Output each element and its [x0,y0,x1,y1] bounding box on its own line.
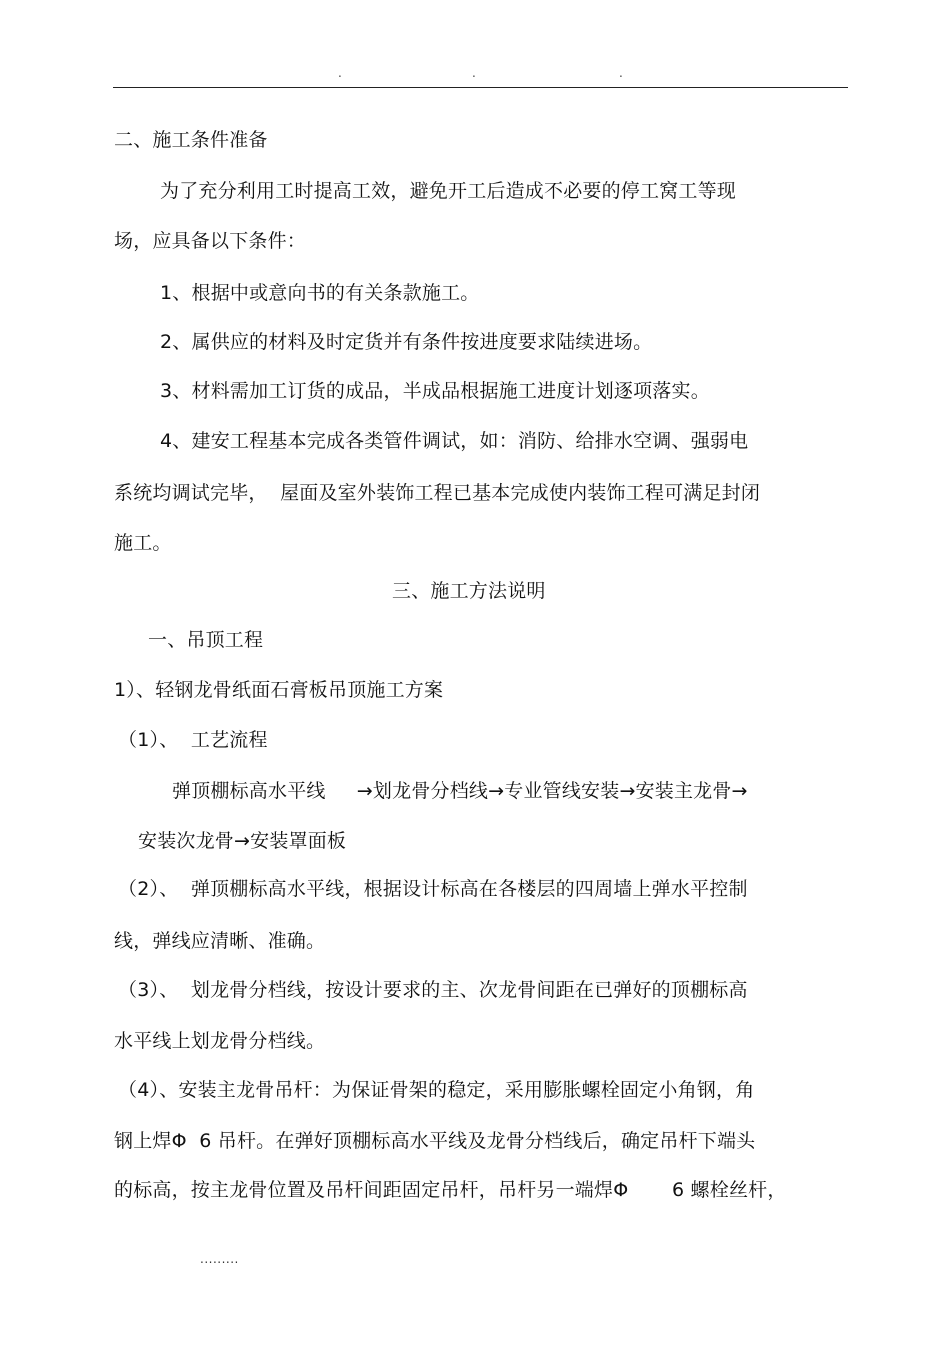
paragraph-line: 线，弹线应清晰、准确。 [114,930,326,952]
section-heading: 三、施工方法说明 [392,580,546,602]
paragraph-line: 为了充分利用工时提高工效，避免开工后造成不必要的停工窝工等现 [160,180,737,202]
header-dot: . [472,66,476,80]
header-dot: . [619,66,623,80]
paragraph-line: 水平线上划龙骨分档线。 [114,1030,326,1052]
paragraph-line: 场，应具备以下条件： [114,230,307,252]
paragraph-line: （4）、安装主龙骨吊杆：为保证骨架的稳定，采用膨胀螺栓固定小角钢，角 [118,1079,755,1101]
subsection-heading: 1）、轻钢龙骨纸面石膏板吊顶施工方案 [114,679,444,701]
paragraph-line: （3）、 划龙骨分档线，按设计要求的主、次龙骨间距在已弹好的顶棚标高 [118,979,748,1001]
process-flow-line: 安装次龙骨→安装罩面板 [138,830,347,852]
header-rule [113,87,848,88]
paragraph-line: 钢上焊Φ 6 吊杆。在弹好顶棚标高水平线及龙骨分档线后，确定吊杆下端头 [114,1130,756,1152]
step-heading: （1）、 工艺流程 [118,729,268,751]
paragraph-line: 施工。 [114,532,172,554]
list-item: 4、建安工程基本完成各类管件调试，如：消防、给排水空调、强弱电 [160,430,749,452]
paragraph-line: （2）、 弹顶棚标高水平线，根据设计标高在各楼层的四周墙上弹水平控制 [118,878,748,900]
list-item: 1、根据中或意向书的有关条款施工。 [160,282,480,304]
process-flow-line: 弹顶棚标高水平线 →划龙骨分档线→专业管线安装→安装主龙骨→ [172,780,748,802]
subsection-heading: 一、吊顶工程 [148,629,264,651]
header-dot: . [338,66,342,80]
paragraph-line: 系统均调试完毕， 屋面及室外装饰工程已基本完成使内装饰工程可满足封闭 [114,482,761,504]
list-item: 3、材料需加工订货的成品，半成品根据施工进度计划逐项落实。 [160,380,710,402]
list-item: 2、属供应的材料及时定货并有条件按进度要求陆续进场。 [160,331,653,353]
section-heading: 二、施工条件准备 [114,129,268,151]
paragraph-line: 的标高，按主龙骨位置及吊杆间距固定吊杆，吊杆另一端焊Φ 6 螺栓丝杆， [114,1179,787,1201]
footer-dots: ......... [200,1252,239,1266]
